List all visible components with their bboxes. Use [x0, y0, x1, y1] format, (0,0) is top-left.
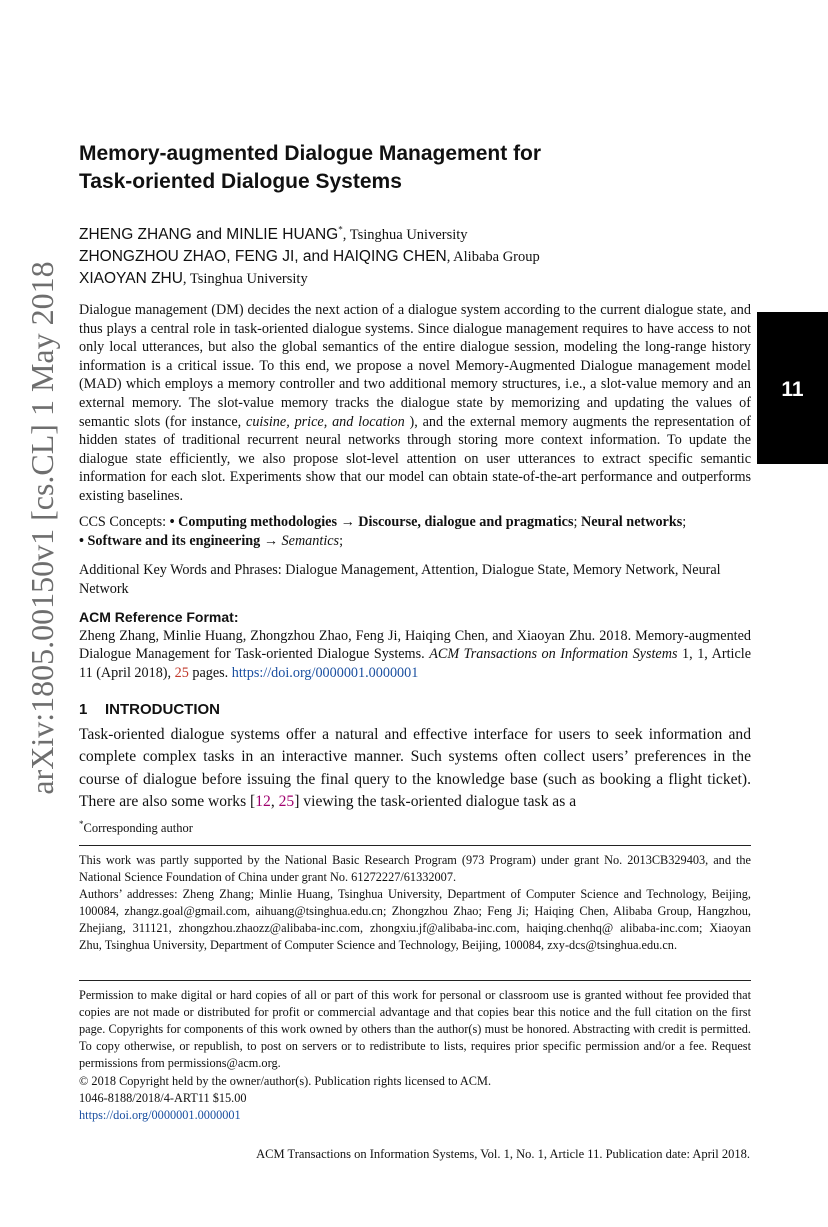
reference-page-count[interactable]: 25 [174, 664, 189, 681]
reference-journal: ACM Transactions on Information Systems [429, 646, 678, 663]
doi-link[interactable]: https://doi.org/0000001.0000001 [79, 1108, 241, 1122]
author-affiliation: , Tsinghua University [342, 227, 468, 243]
corresponding-author-footnote [79, 820, 193, 836]
copyright-line: © 2018 Copyright held by the owner/author(s). Publication rights licensed to ACM. [79, 1074, 492, 1088]
reference-body [79, 627, 751, 683]
reference-text: 1, 1, Article 11 (April 2018), [79, 646, 751, 681]
funding-note: This work was partly supported by the National Basic Research Program (973 Program) under grant No. 2013CB329403, and the National Science Foundation of China under grant No. 61272227/61332007. [79, 853, 751, 884]
ccs-arrow: → [337, 514, 359, 530]
ccs-concept-software: • Software and its engineering [79, 532, 261, 549]
citation-link[interactable]: 25 [278, 793, 295, 811]
author-line [79, 224, 759, 246]
abstract-slot-examples: cuisine, price, and location [246, 413, 405, 430]
reference-text: Zheng Zhang, Minlie Huang, Zhongzhou Zhao, Feng Ji, Haiqing Chen, and Xiaoyan Zhu. 2018. Memory-augmented Dialogue Management for Task-oriented Dialogue Systems. [79, 627, 751, 663]
ccs-end: ; [339, 532, 344, 549]
author-names: ZHONGZHOU ZHAO, FENG JI, and HAIQING CHEN [79, 248, 447, 265]
intro-text: Task-oriented dialogue systems offer a natural and effective interface for users to seek information and complete complex tasks in an interactive manner. Such systems often collect users’ preferences in the course of dialogue before issuing the final query to the knowledge base (such as booking a flight ticket). There are also some works [ [79, 726, 751, 811]
footnote-mark: * [79, 818, 84, 829]
abstract [79, 301, 751, 506]
permission-divider [79, 980, 751, 981]
abstract-text: Dialogue management (DM) decides the next action of a dialogue system according to the current dialogue state, and thus plays a central role in task-oriented dialogue systems. Since dialogue management requires to have access to not only local utterances, but also the global semantics of the entire dialogue session, modeling the long-range history information is a critical issue. To this end, we propose a novel Memory-Augmented Dialogue management model (MAD) which employs a memory controller and two additional memory structures, i.e., a slot-value memory and an external memory. The slot-value memory tracks the dialogue state by memorizing and updating the values of semantic slots (for instance, [79, 302, 751, 430]
arxiv-sidebar-identifier: arXiv:1805.00150v1 [cs.CL] 1 May 2018 [24, 261, 60, 795]
ccs-concepts [79, 513, 751, 550]
author-line [79, 246, 759, 268]
author-block [79, 224, 759, 290]
ccs-concept-discourse: Discourse, dialogue and pragmatics [358, 514, 574, 530]
reference-doi-link[interactable]: https://doi.org/0000001.0000001 [231, 664, 419, 681]
article-number-tab [757, 312, 828, 464]
keywords: Additional Key Words and Phrases: Dialogue Management, Attention, Dialogue State, Memory Network, Neural Network [79, 562, 721, 597]
footnote-text: Corresponding author [83, 821, 193, 835]
section-number: 1 [79, 701, 88, 718]
citation-separator: , [270, 793, 279, 811]
section-heading-introduction [79, 699, 220, 721]
acm-reference-format [79, 608, 751, 682]
introduction-paragraph [79, 724, 751, 814]
ccs-concept-semantics: Semantics [281, 532, 340, 549]
ccs-concept-neural: Neural networks [580, 514, 683, 530]
ccs-concept-computing: • Computing methodologies [169, 514, 338, 530]
paper-title [79, 140, 719, 196]
title-line-1: Memory-augmented Dialogue Management for [79, 142, 542, 165]
author-names: XIAOYAN ZHU [79, 270, 183, 287]
author-affiliation: , Tsinghua University [182, 271, 308, 287]
running-footer: ACM Transactions on Information Systems, Vol. 1, No. 1, Article 11. Publication date: April 2018. [256, 1147, 750, 1161]
ccs-arrow: → [260, 532, 282, 549]
ccs-label: CCS Concepts: [79, 514, 170, 530]
issn-line: 1046-8188/2018/4-ART11 $15.00 [79, 1091, 247, 1105]
permission-notice: Permission to make digital or hard copies of all or part of this work for personal or classroom use is granted without fee provided that copies are not made or distributed for profit or commercial advantage and that copies bear this notice and the full citation on the first page. Copyrights for components of this work owned by others than the author(s) must be honored. Abstracting with credit is permitted. To copy otherwise, or republish, to post on servers or to redistribute to lists, requires prior specific permission and/or a fee. Request permissions from permissions@acm.org. [79, 988, 751, 1070]
reference-heading: ACM Reference Format: [79, 609, 239, 625]
citation-link[interactable]: 12 [255, 793, 271, 811]
author-names: ZHENG ZHANG and MINLIE HUANG [79, 226, 339, 243]
author-line [79, 268, 759, 290]
ccs-end: ; [682, 514, 687, 530]
author-affiliation: , Alibaba Group [446, 249, 540, 265]
reference-text: pages. [188, 664, 232, 681]
ccs-separator: ; [573, 514, 581, 530]
article-number: 11 [781, 378, 804, 401]
abstract-text-continued: ), and the external memory augments the representation of hidden states of traditional recurrent neural networks through storing more context information. To update the dialogue state efficiently, we also propose slot-level attention on user utterances to extract specific semantic information for each slot. Experiments show that our model can obtain state-of-the-art performance and outperforms existing baselines. [79, 413, 751, 504]
corresponding-mark: * [338, 224, 343, 235]
author-addresses: Authors’ addresses: Zheng Zhang; Minlie Huang, Tsinghua University, Department of Computer Science and Technology, Beijing, 100084, zhangz.goal@gmail.com, aihuang@tsinghua.edu.cn; Zhongzhou Zhao; Feng Ji; Haiqing Chen, Alibaba Group, Hangzhou, Zhejiang, 311121, zhongzhou.zhaozz@alibaba-inc.com, zhongxiu.jf@alibaba-inc.com, haiqing.chenhq@ alibaba-inc.com; Xiaoyan Zhu, Tsinghua University, Department of Computer Science and Technology, Beijing, 100084, zxy-dcs@tsinghua.edu.cn. [79, 887, 751, 952]
title-line-2: Task-oriented Dialogue Systems [79, 170, 402, 193]
section-title: INTRODUCTION [105, 701, 220, 718]
intro-text: ] viewing the task-oriented dialogue task as a [294, 793, 577, 811]
footnote-divider [79, 845, 751, 846]
